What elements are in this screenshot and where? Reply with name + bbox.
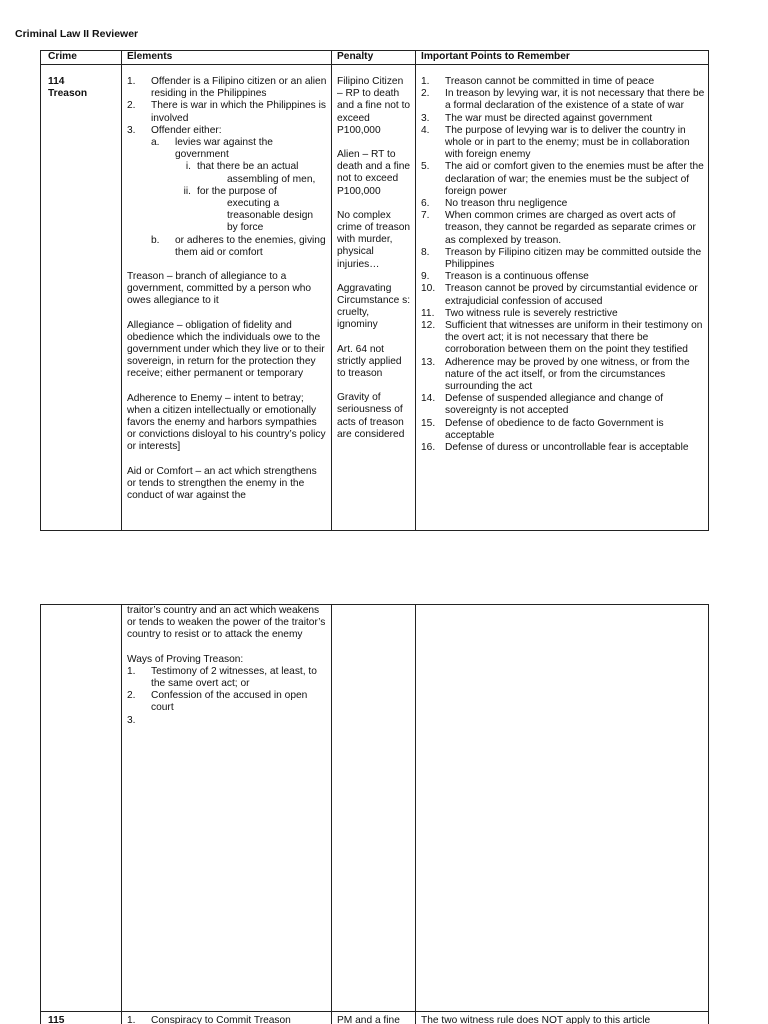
penalty-art64: Art. 64 not strictly applied to treason <box>337 343 402 380</box>
list-item: 5. The aid or comfort given to the enemies must be after the declaration of war; the enemies must be the subject of foreign power <box>421 161 704 197</box>
definition-aid-comfort: Aid or Comfort – an act which strengthens or tends to strengthen the enemy in the conduct of war against the <box>127 465 317 502</box>
list-item: 1. Testimony of 2 witnesses, at least, to the same overt act; or <box>127 665 317 690</box>
elements-continuation <box>127 605 327 726</box>
list-item: 3. The war must be directed against government <box>421 112 653 124</box>
aid-comfort-continued: traitor’s country and an act which weakens or tends to weaken the power of the traitor’s country to resist or to attack the enemy <box>127 605 326 641</box>
list-item: 10. Treason cannot be proved by circumstantial evidence or extrajudicial confession of accused <box>421 283 698 307</box>
sub-elements-list <box>127 137 327 259</box>
header-elements: Elements <box>127 51 173 62</box>
elements-list <box>127 76 327 137</box>
reviewer-table-continued <box>40 604 709 1024</box>
list-item: 1. Conspiracy to Commit Treason <box>127 1015 291 1024</box>
points-cell-114 <box>421 76 707 454</box>
list-item: a. levies war against the government i. that there be an actual assembling of men, ii. for the purpose of executing a treasonable design by force <box>127 137 327 235</box>
list-item: 11. Two witness rule is severely restrictive <box>421 307 618 319</box>
penalty-cell-114 <box>337 76 411 441</box>
points-list <box>421 76 707 454</box>
elements-cell-115 <box>127 1015 327 1024</box>
header-penalty: Penalty <box>337 51 374 62</box>
list-item: 4. The purpose of levying war is to deliver the country in whole or in part to the enemy; must be in collaboration with foreign enemy <box>421 124 690 161</box>
penalty-filipino: Filipino Citizen – RP to death and a fine not to exceed P100,000 <box>337 76 411 136</box>
list-item: 12. Sufficient that witnesses are uniform in their testimony on the overt act; it is not necessary that there be corroboration between them on the point they testified <box>421 320 703 356</box>
elements-cell-114 <box>127 76 327 502</box>
crime-number: 114 <box>48 76 65 87</box>
definition-allegiance: Allegiance – obligation of fidelity and obedience which the individuals owe to the government under which they live or to their sovereign, in return for the protection they receive; either permanent or temporary <box>127 319 325 380</box>
list-item: 15. Defense of obedience to de facto Government is acceptable <box>421 417 664 441</box>
document-title: Criminal Law II Reviewer <box>15 28 139 40</box>
list-item: 7. When common crimes are charged as overt acts of treason, they cannot be regarded as separate crimes or as complexed by treason. <box>421 210 696 246</box>
list-item: i. that there be an actual assembling of men, <box>185 161 316 185</box>
list-item: 1. Offender is a Filipino citizen or an alien residing in the Philippines <box>127 76 327 100</box>
list-item: 1. Treason cannot be committed in time of peace <box>421 76 655 87</box>
crime-cell-114 <box>48 76 118 100</box>
header-important-points: Important Points to Remember <box>421 51 570 62</box>
list-item: 2. Confession of the accused in open court <box>127 690 308 714</box>
ways-heading: Ways of Proving Treason: <box>127 653 244 665</box>
crime-number-115: 115 <box>48 1015 65 1024</box>
points-cell-115: The two witness rule does NOT apply to this article <box>421 1015 651 1024</box>
definition-treason: Treason – branch of allegiance to a government, committed by a person who owes allegiance to it <box>127 271 312 307</box>
list-item: 9. Treason is a continuous offense <box>421 271 589 283</box>
penalty-alien: Alien – RT to death and a fine not to exceed P100,000 <box>337 149 411 197</box>
list-item: ii. for the purpose of executing a treasonable design by force <box>183 185 314 234</box>
crime-name: Treason <box>48 88 88 100</box>
list-item: 13. Adherence may be proved by one witness, or from the nature of the act itself, or from the circumstances surrounding the act <box>421 356 690 393</box>
penalty-aggravating: Aggravating Circumstance s: cruelty, ignominy <box>337 282 411 331</box>
list-item: 3. Offender either: <box>127 124 222 136</box>
list-item: 6. No treason thru negligence <box>421 198 568 210</box>
list-item: b. or adheres to the enemies, giving them aid or comfort <box>151 234 326 258</box>
list-item: 8. Treason by Filipino citizen may be committed outside the Philippines <box>421 246 702 271</box>
list-item: 14. Defense of suspended allegiance and change of sovereignty is not accepted <box>421 393 664 417</box>
penalty-gravity: Gravity of seriousness of acts of treason are considered <box>337 392 405 440</box>
list-item: 2. In treason by levying war, it is not necessary that there be a formal declaration of the existence of a state of war <box>421 88 705 112</box>
header-crime: Crime <box>48 51 77 62</box>
list-item: 16. Defense of duress or uncontrollable fear is acceptable <box>421 442 689 454</box>
reviewer-table <box>40 50 709 531</box>
definition-adherence: Adherence to Enemy – intent to betray; when a citizen intellectually or emotionally favors the enemy and harbors sympathies or convictions disloyal to his country’s policy or interests] <box>127 392 326 453</box>
ways-list: 1. Testimony of 2 witnesses, at least, to the same overt act; or 2. Confession of the accused in open court 3. <box>127 666 327 715</box>
penalty-cell-115: PM and a fine <box>337 1015 400 1024</box>
penalty-no-complex: No complex crime of treason with murder, physical injuries… <box>337 209 411 270</box>
list-item: 2. There is war in which the Philippines is involved <box>127 100 326 124</box>
